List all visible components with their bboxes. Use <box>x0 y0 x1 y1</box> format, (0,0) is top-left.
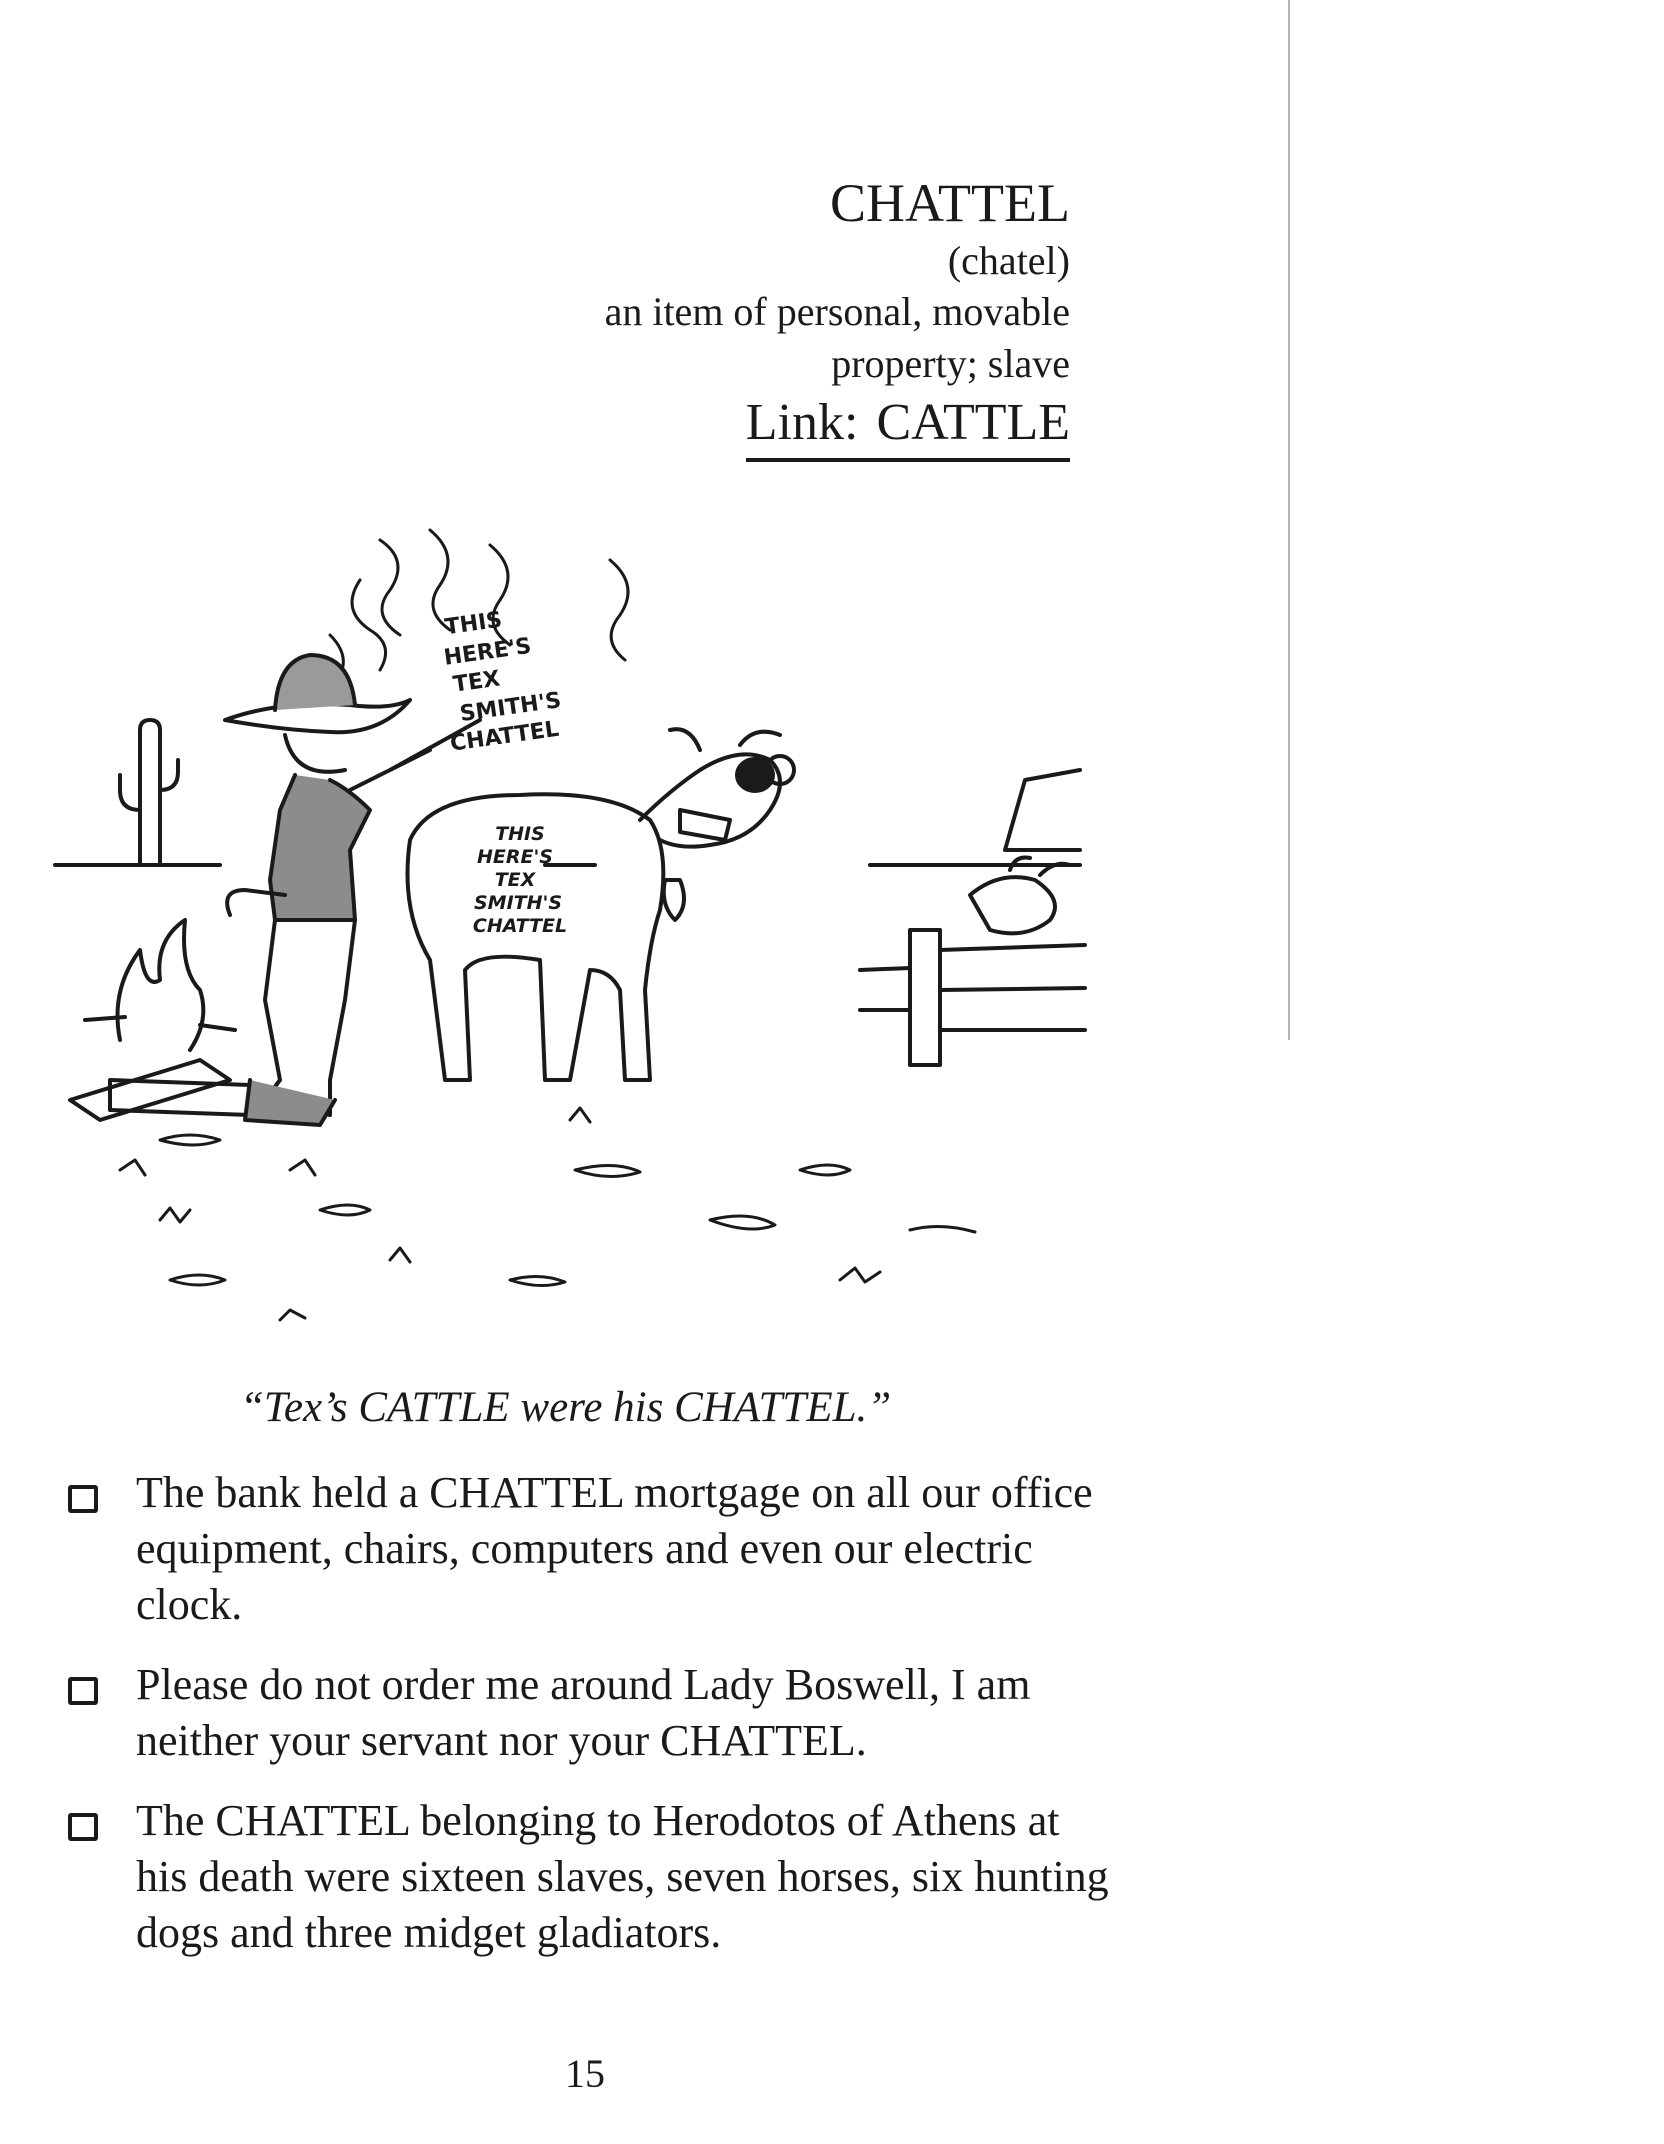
smoke-brand-line: TEX <box>451 666 502 698</box>
mesa-drawing <box>1005 770 1080 850</box>
page-number: 15 <box>565 2051 605 2096</box>
example-sentence <box>60 1793 1110 1961</box>
cow-brand-line: THIS <box>495 823 545 845</box>
entry-header <box>370 170 1070 462</box>
definition-line: an item of personal, movable <box>604 289 1070 334</box>
cow-brand-line: TEX <box>494 869 536 891</box>
example-sentence <box>60 1465 1110 1633</box>
smoke-brand-line: THIS <box>443 607 504 641</box>
checkbox-icon <box>68 1813 98 1841</box>
cow-brand-line: HERE'S <box>477 846 553 868</box>
cow-brand-line: CHATTEL <box>472 915 568 937</box>
smoke-brand-line: SMITH'S <box>458 688 563 728</box>
smoke-brand-line: CHATTEL <box>448 716 561 757</box>
cow-drawing <box>408 729 795 1080</box>
page-edge <box>1288 0 1290 1040</box>
example-text: Please do not order me around Lady Boswell, I am neither your servant nor your CHATTEL. <box>136 1660 1031 1765</box>
example-text: The bank held a CHATTEL mortgage on all our office equipment, chairs, computers and even our electric clock. <box>136 1468 1093 1629</box>
campfire-drawing <box>70 920 250 1120</box>
horizon-line <box>55 865 1080 870</box>
example-sentence <box>60 1657 1110 1769</box>
fence-drawing <box>860 930 1085 1065</box>
smoke-brand-line: HERE'S <box>442 633 533 671</box>
example-text: The CHATTEL belonging to Herodotos of Athens at his death were sixteen slaves, seven horses, six hunting dogs and three midget gladiators. <box>136 1796 1109 1957</box>
illustration-caption: “Tex’s CATTLE were his CHATTEL.” <box>240 1384 892 1431</box>
link-line <box>746 392 1070 462</box>
headword: CHATTEL <box>830 173 1070 233</box>
second-cow-drawing <box>970 858 1070 934</box>
cow-brand-line: SMITH'S <box>473 892 563 914</box>
ground-scribbles <box>120 1108 975 1320</box>
checkbox-icon <box>68 1485 98 1513</box>
checkbox-icon <box>68 1677 98 1705</box>
definition-line: property; slave <box>831 341 1070 386</box>
cactus-drawing <box>120 720 178 865</box>
link-label: Link: <box>745 394 859 451</box>
pronunciation: (chatel) <box>947 238 1070 283</box>
definition <box>370 286 1070 390</box>
cowboy-drawing <box>225 655 430 1125</box>
cartoon-illustration <box>50 520 1100 1380</box>
link-word: CATTLE <box>876 394 1070 451</box>
cow-brand <box>473 823 567 937</box>
example-sentences <box>60 1465 1110 1985</box>
